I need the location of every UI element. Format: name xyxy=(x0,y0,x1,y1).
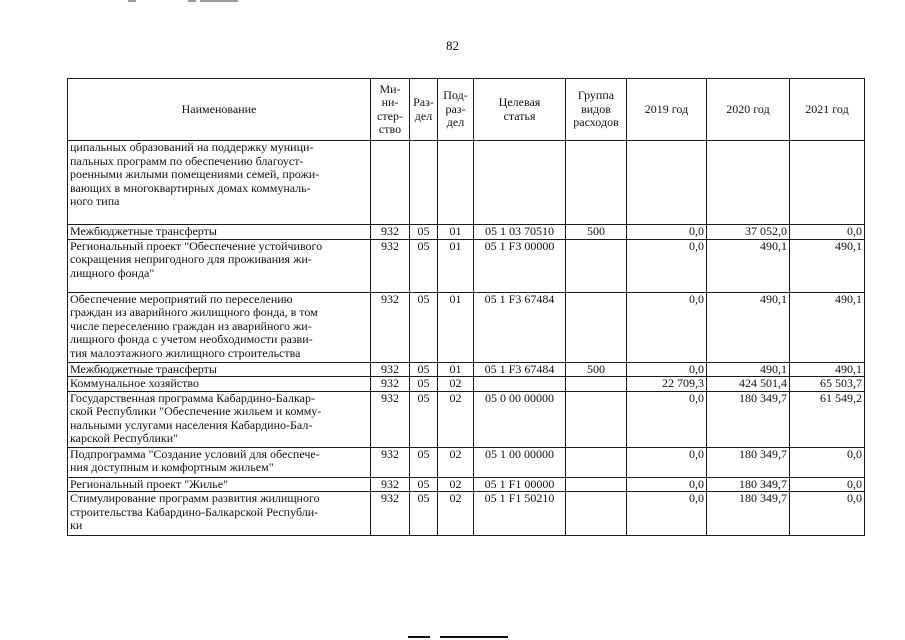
cell-subsection: 01 xyxy=(438,362,474,377)
cell-2021: 0,0 xyxy=(790,225,865,240)
cell-name: Обеспечение мероприятий по переселению граждан из аварийного жилищного фонда, в том числе переселению граждан из аварийного жи- лищного фонда с учетом необходимости разви- тия малоэтажного жилищного строительства xyxy=(68,292,371,362)
cell-2019: 0,0 xyxy=(627,477,707,492)
cell-section: 05 xyxy=(410,292,438,362)
cell-name: ципальных образований на поддержку муници- пальных программ по обеспечению благоуст- роенными жилыми помещениями семей, прожи- вающих в многоквартирных домах коммуналь- ного типа xyxy=(68,141,371,225)
cell-ministry: 932 xyxy=(371,362,410,377)
header-subsection: Под- раз- дел xyxy=(438,79,474,141)
cell-section: 05 xyxy=(410,225,438,240)
cell-target-item: 05 1 F1 50210 xyxy=(474,492,566,536)
cell-ministry: 932 xyxy=(371,391,410,447)
cell-expense-group xyxy=(566,292,627,362)
cell-2019: 0,0 xyxy=(627,239,707,292)
cell-name: Межбюджетные трансферты xyxy=(68,225,371,240)
header-2019: 2019 год xyxy=(627,79,707,141)
table-row xyxy=(68,391,865,447)
cell-expense-group xyxy=(566,477,627,492)
table-header-row xyxy=(68,79,865,141)
cell-2020: 180 349,7 xyxy=(707,492,790,536)
cell-2021: 65 503,7 xyxy=(790,377,865,392)
cell-target-item: 05 0 00 00000 xyxy=(474,391,566,447)
cell-expense-group xyxy=(566,377,627,392)
header-section: Раз- дел xyxy=(410,79,438,141)
cell-subsection: 02 xyxy=(438,492,474,536)
cell-ministry: 932 xyxy=(371,292,410,362)
cell-ministry: 932 xyxy=(371,239,410,292)
cell-ministry: 932 xyxy=(371,447,410,477)
cell-2020: 424 501,4 xyxy=(707,377,790,392)
budget-table xyxy=(67,78,865,536)
cell-2020: 490,1 xyxy=(707,239,790,292)
cell-name: Региональный проект "Жилье" xyxy=(68,477,371,492)
cell-2021: 490,1 xyxy=(790,239,865,292)
cell-section: 05 xyxy=(410,391,438,447)
cell-2021: 0,0 xyxy=(790,492,865,536)
cell-expense-group xyxy=(566,239,627,292)
cell-target-item: 05 1 F3 67484 xyxy=(474,292,566,362)
cell-name: Стимулирование программ развития жилищного строительства Кабардино-Балкарской Республи- ки xyxy=(68,492,371,536)
cell-section xyxy=(410,141,438,225)
cell-name: Региональный проект "Обеспечение устойчивого сокращения непригодного для проживания жи- лищного фонда" xyxy=(68,239,371,292)
cell-target-item: 05 1 03 70510 xyxy=(474,225,566,240)
cell-2020 xyxy=(707,141,790,225)
scan-artifact-top xyxy=(128,0,243,3)
cell-2020: 490,1 xyxy=(707,362,790,377)
cell-name: Государственная программа Кабардино-Балкар- ской Республики "Обеспечение жильем и комму- нальными услугами населения Кабардино-Бал- карской Республики" xyxy=(68,391,371,447)
cell-2019: 0,0 xyxy=(627,391,707,447)
cell-subsection xyxy=(438,141,474,225)
cell-subsection: 01 xyxy=(438,239,474,292)
cell-target-item xyxy=(474,141,566,225)
header-target-item: Целевая статья xyxy=(474,79,566,141)
cell-2019 xyxy=(627,141,707,225)
cell-name: Межбюджетные трансферты xyxy=(68,362,371,377)
cell-expense-group: 500 xyxy=(566,362,627,377)
cell-ministry: 932 xyxy=(371,492,410,536)
header-name: Наименование xyxy=(68,79,371,141)
cell-ministry: 932 xyxy=(371,225,410,240)
cell-2021: 61 549,2 xyxy=(790,391,865,447)
cell-expense-group: 500 xyxy=(566,225,627,240)
cell-target-item xyxy=(474,377,566,392)
cell-2021: 0,0 xyxy=(790,447,865,477)
table-row xyxy=(68,239,865,292)
header-expense-group: Группа видов расходов xyxy=(566,79,627,141)
cell-2019: 0,0 xyxy=(627,362,707,377)
cell-2020: 180 349,7 xyxy=(707,391,790,447)
cell-2020: 180 349,7 xyxy=(707,447,790,477)
cell-2019: 0,0 xyxy=(627,225,707,240)
cell-2019: 0,0 xyxy=(627,292,707,362)
cell-expense-group xyxy=(566,141,627,225)
cell-subsection: 02 xyxy=(438,377,474,392)
cell-section: 05 xyxy=(410,477,438,492)
cell-expense-group xyxy=(566,447,627,477)
cell-target-item: 05 1 00 00000 xyxy=(474,447,566,477)
cell-2019: 0,0 xyxy=(627,447,707,477)
cell-2020: 180 349,7 xyxy=(707,477,790,492)
cell-target-item: 05 1 F3 67484 xyxy=(474,362,566,377)
cell-ministry xyxy=(371,141,410,225)
table-row xyxy=(68,447,865,477)
cell-expense-group xyxy=(566,391,627,447)
table-row xyxy=(68,225,865,240)
cell-2019: 0,0 xyxy=(627,492,707,536)
cell-subsection: 02 xyxy=(438,477,474,492)
cell-2021: 0,0 xyxy=(790,477,865,492)
cell-section: 05 xyxy=(410,492,438,536)
header-2020: 2020 год xyxy=(707,79,790,141)
table-row xyxy=(68,492,865,536)
cell-section: 05 xyxy=(410,362,438,377)
cell-2021: 490,1 xyxy=(790,292,865,362)
cell-subsection: 02 xyxy=(438,447,474,477)
cell-expense-group xyxy=(566,492,627,536)
cell-ministry: 932 xyxy=(371,377,410,392)
cell-subsection: 01 xyxy=(438,225,474,240)
header-2021: 2021 год xyxy=(790,79,865,141)
cell-ministry: 932 xyxy=(371,477,410,492)
cell-name: Подпрограмма "Создание условий для обеспече- ния доступным и комфортным жильем" xyxy=(68,447,371,477)
scan-artifact-bottom-2 xyxy=(440,636,508,638)
cell-section: 05 xyxy=(410,377,438,392)
table-row xyxy=(68,141,865,225)
cell-subsection: 01 xyxy=(438,292,474,362)
page-number: 82 xyxy=(446,38,459,53)
table-row xyxy=(68,362,865,377)
header-ministry: Ми- ни- стер- ство xyxy=(371,79,410,141)
table-row xyxy=(68,377,865,392)
cell-target-item: 05 1 F1 00000 xyxy=(474,477,566,492)
cell-2020: 490,1 xyxy=(707,292,790,362)
cell-2021 xyxy=(790,141,865,225)
cell-2019: 22 709,3 xyxy=(627,377,707,392)
cell-name: Коммунальное хозяйство xyxy=(68,377,371,392)
cell-subsection: 02 xyxy=(438,391,474,447)
cell-section: 05 xyxy=(410,239,438,292)
scan-artifact-bottom xyxy=(408,636,430,638)
cell-section: 05 xyxy=(410,447,438,477)
table-row xyxy=(68,292,865,362)
cell-2020: 37 052,0 xyxy=(707,225,790,240)
cell-target-item: 05 1 F3 00000 xyxy=(474,239,566,292)
table-row xyxy=(68,477,865,492)
cell-2021: 490,1 xyxy=(790,362,865,377)
